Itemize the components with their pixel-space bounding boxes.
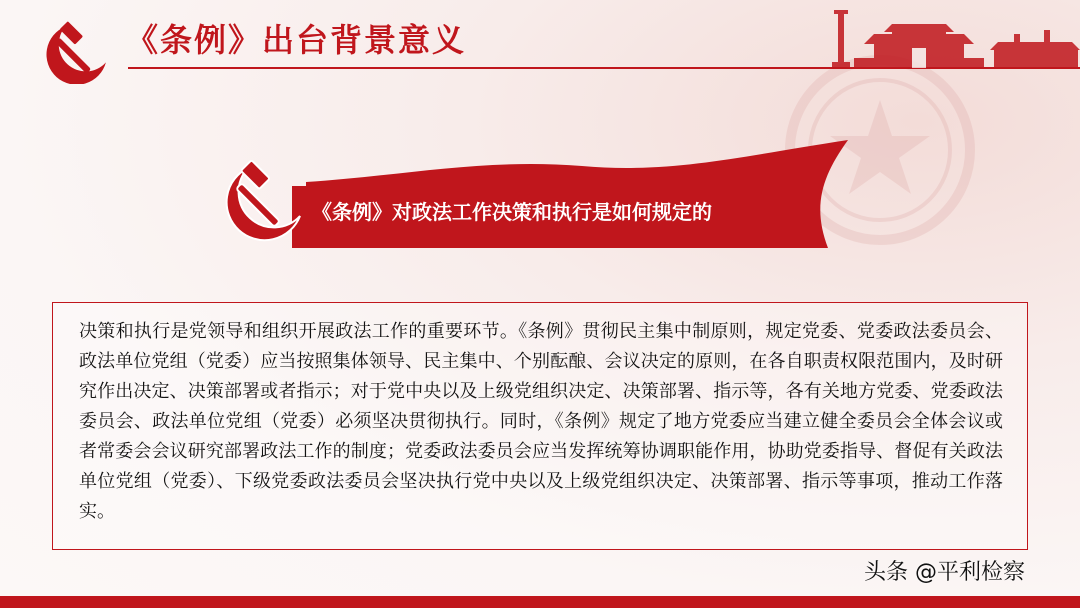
body-paragraph: 决策和执行是党领导和组织开展政法工作的重要环节。《条例》贯彻民主集中制原则，规定党委、党委政法委员会、政法单位党组（党委）应当按照集体领导、民主集中、个别酝酿、会议决定的原则，在各自职责权限范围内，及时研究作出决定、决策部署或者指示；对于党中央以及上级党组织决定、决策部署、指示等，各有关地方党委、党委政法委员会、政法单位党组（党委）必须坚决贯彻执行。同时，《条例》规定了地方党委应当建立健全委员会全体会议或者常委会会议研究部署政法工作的制度；党委政法委员会应当发挥统筹协调职能作用，协助党委指导、督促有关政法单位党组（党委）、下级党委政法委员会坚决执行党中央以及上级党组织决定、决策部署、指示等事项，推动工作落实。	[79, 321, 1003, 522]
content-panel	[52, 302, 1028, 550]
tiananmen-skyline-icon	[824, 4, 1080, 70]
title-banner	[222, 136, 858, 254]
section-heading: 《条例》对政法工作决策和执行是如何规定的	[312, 200, 712, 224]
footer-bar	[0, 596, 1080, 608]
watermark: 头条 @平利检察	[864, 560, 1025, 585]
hammer-sickle-icon	[44, 12, 116, 84]
page-title: 《条例》出台背景意义	[126, 21, 467, 59]
